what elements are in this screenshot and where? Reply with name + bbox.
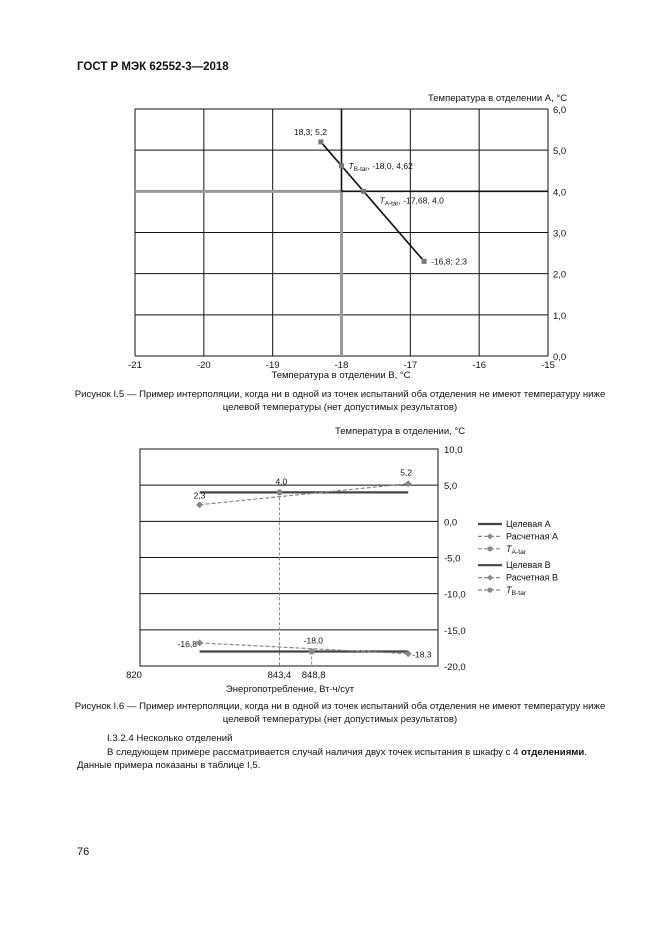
- legend-label: $T_{B-tar}$: [506, 585, 527, 597]
- x-axis-label: Энергопотребление, Вт·ч/сут: [225, 684, 355, 695]
- x-tick-label-848: 848,8: [301, 670, 326, 681]
- y-tick-label: 3,0: [553, 228, 567, 240]
- x-tick-label: -18: [334, 360, 349, 371]
- tb-tar-point: [309, 649, 315, 655]
- legend-swatch-circle: [487, 546, 492, 551]
- data-label: 2,3: [193, 490, 206, 501]
- y-axis-label: Температура в отделении, °C: [335, 426, 466, 437]
- data-label: 5,2: [400, 467, 413, 478]
- x-tick-label: -21: [128, 360, 142, 371]
- calc-b-point-1: [196, 639, 203, 646]
- doc-header: ГОСТ Р МЭК 62552-3—2018: [77, 61, 229, 73]
- calc-a-point-2: [405, 480, 412, 487]
- legend-swatch-diamond: [487, 533, 493, 539]
- calc-a-point-1: [196, 501, 203, 508]
- figure-caption-1: Рисунок I.5 — Пример интерполяции, когда ни в одной из точек испытаний оба отделения не имеют температуру ниже целевой температуры (нет допустимых результатов): [74, 389, 606, 413]
- section-title: I.3.2.4 Несколько отделений: [107, 733, 233, 744]
- legend-label: Расчетная B: [506, 572, 558, 583]
- y-tick-label: -15,0: [444, 625, 466, 637]
- legend-label: $T_{A-tar}$: [506, 543, 527, 556]
- legend-label: Целевая A: [506, 519, 551, 529]
- x-tick-label-843: 843,4: [267, 670, 292, 681]
- marker-upper-point: [318, 139, 323, 144]
- data-label: 4,0: [275, 476, 288, 487]
- y-tick-label: -10,0: [444, 589, 466, 601]
- x-tick-label: -15: [541, 360, 555, 371]
- section-paragraph: [77, 746, 617, 772]
- y-tick-label: 6,0: [553, 105, 567, 116]
- x-tick-label: -19: [265, 360, 280, 371]
- y-tick-label: 2,0: [553, 269, 567, 281]
- marker-tb-tar-label: $T_{B-tar}$, -18,0, 4,62: [348, 160, 413, 173]
- chart-temp-a-vs-b: [0, 0, 661, 400]
- figure-caption-2: Рисунок I.6 — Пример интерполяции, когда ни в одной из точек испытаний оба отделения не имеют температуру ниже целевой температуры (нет допустимых результатов): [74, 701, 606, 725]
- marker-ta-tar-label: $T_{A-tar}$, -17,68, 4,0: [379, 195, 444, 208]
- y-tick-label: 0,0: [444, 517, 458, 529]
- legend-label: Расчетная A: [506, 531, 558, 542]
- data-label: -16,8: [177, 638, 197, 649]
- marker-tb-tar: [339, 163, 344, 168]
- marker-lower-label: -16,8; 2,3: [431, 256, 468, 267]
- x-tick-label: -20: [196, 360, 211, 371]
- y-tick-label: 5,0: [553, 146, 567, 158]
- x-tick-label: -17: [403, 360, 418, 371]
- legend-label: Целевая B: [506, 560, 551, 571]
- series-calc-a: [200, 484, 409, 505]
- para-text-1: В следующем примере рассматривается случай наличия двух точек испытания в шкафу с 4: [107, 747, 522, 758]
- y-tick-label: -20,0: [444, 662, 466, 673]
- y-tick-label: 0,0: [553, 352, 567, 363]
- y-tick-label: -5,0: [444, 553, 461, 565]
- marker-upper-label: 18,3; 5,2: [293, 126, 327, 137]
- marker-lower-point: [422, 259, 427, 264]
- data-label: -18,3: [412, 649, 432, 660]
- page-number: 76: [77, 846, 90, 858]
- legend-swatch-diamond: [487, 575, 493, 581]
- x-tick-label: -16: [472, 360, 487, 371]
- y-tick-label: 1,0: [553, 310, 567, 322]
- chart-temp-vs-energy: [0, 420, 661, 700]
- para-text-2: . Данные примера показаны в таблице I,5.: [77, 747, 587, 771]
- para-bold: отделениями: [521, 747, 585, 758]
- marker-ta-tar: [361, 189, 366, 194]
- y-tick-label: 10,0: [444, 445, 463, 456]
- x-axis-label: Температура в отделении B, °C: [271, 370, 411, 381]
- ta-tar-point: [276, 489, 282, 495]
- y-tick-label: 5,0: [444, 481, 458, 493]
- data-label: -18,0: [303, 635, 324, 646]
- y-tick-label: 4,0: [553, 187, 567, 199]
- y-axis-label: Температура в отделении A, °C: [428, 93, 568, 104]
- x-tick-label-820: 820: [126, 670, 142, 681]
- legend-swatch-circle: [487, 587, 492, 592]
